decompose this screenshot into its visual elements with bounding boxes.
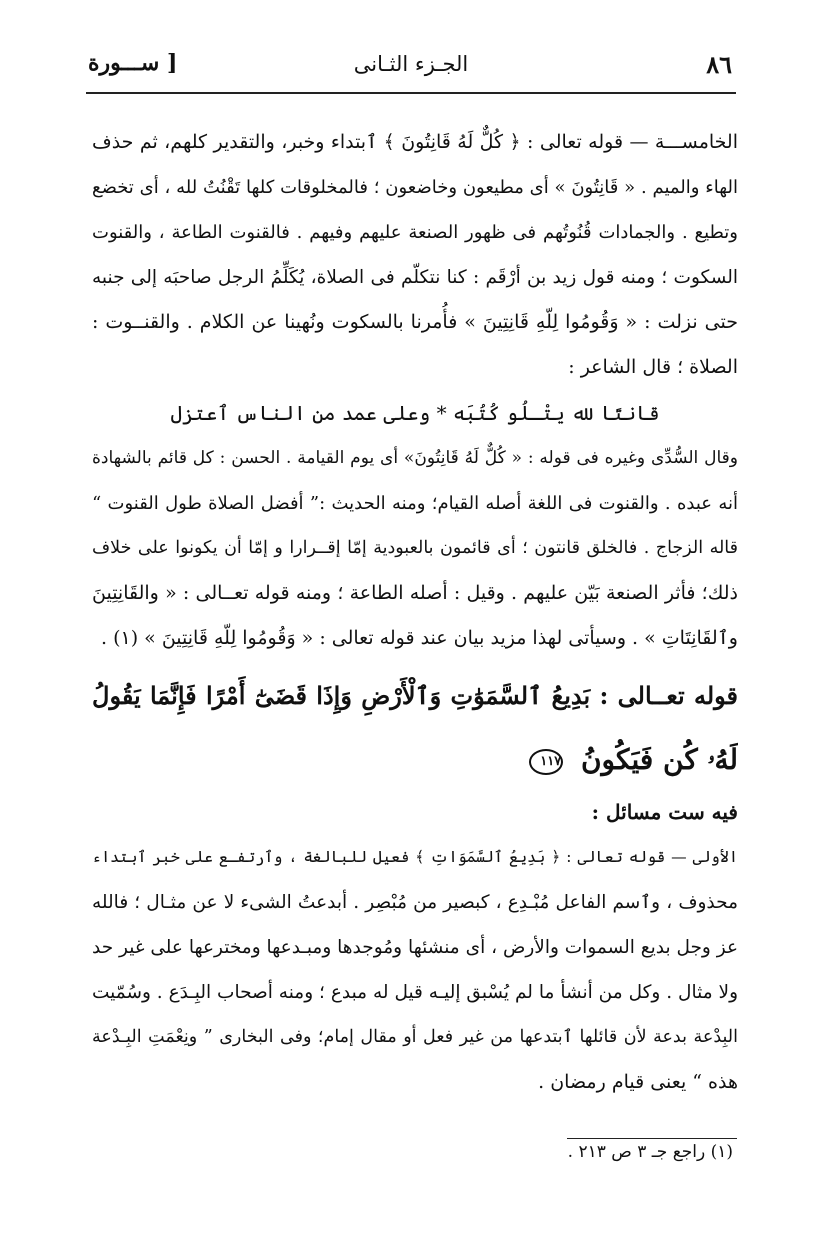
section-subheading: فيه ست مسائل : bbox=[591, 800, 738, 824]
quran-verse-line bbox=[92, 731, 738, 789]
text-line: هذه “ يعنى قيام رمضان . bbox=[538, 1071, 738, 1093]
text-line: محذوف ، وٱسم الفاعل مُبْـدِع ، كبصير من مُبْصِر . أبدعتُ الشىء لا عن مثـال ؛ فالله bbox=[92, 892, 738, 913]
ayah-number-marker: ١١٧ bbox=[529, 749, 563, 775]
footnote-rule bbox=[567, 1138, 737, 1139]
text-line: حتى نزلت : « وَقُومُوا لِلّهِ قَانِتِينَ » فأُمرنا بالسكوت ونُهينا عن الكلام . والقنــوت : bbox=[92, 311, 738, 333]
running-head: الجـزء الثـانى bbox=[353, 52, 469, 76]
text-line: قاله الزجاج . فالخلق قانتون ؛ أى قائمون بالعبودية إمّا إقــرارا و إمّا أن يكونوا على خلاف bbox=[92, 538, 738, 558]
quran-verse-text: لَهُۥ كُن فَيَكُونُ bbox=[580, 743, 738, 776]
surah-label: [ ســـورة bbox=[88, 50, 178, 76]
text-line: الهاء والميم . « قَانِتُونَ » أى مطيعون وخاضعون ؛ فالمخلوقات كلها تَقْنُتُ لله ، أى تخضع bbox=[92, 177, 738, 198]
text-line: وتطيع . والجمادات قُنُوتُهم فى ظهور الصنعة عليهم وفيهم . فالقنوت الطاعة ، والقنوت bbox=[92, 222, 738, 243]
text-line: عز وجل بديع السموات والأرض ، أى منشئها ومُوجدها ومبـدعها ومخترعها على غير حد bbox=[92, 937, 738, 958]
text-line: الصلاة ؛ قال الشاعر : bbox=[568, 356, 738, 378]
poem-verse: قانتًا لله يتْـلُو كُتُبَه * وعلى عمد من الناس ٱعتزل bbox=[170, 401, 660, 425]
text-line: وٱلقَانِتَاتِ » . وسيأتى لهذا مزيد بيان عند قوله تعالى : « وَقُومُوا لِلّهِ قَانِتِينَ » (١) . bbox=[101, 627, 738, 649]
header-rule bbox=[86, 92, 736, 94]
text-line: الخامســـة — قوله تعالى : ﴿ كُلٌّ لَهُ قَانِتُونَ ﴾ ٱبتداء وخبر، والتقدير كلهم، ثم حذف bbox=[92, 131, 738, 153]
text-line: وقال السُّدِّى وغيره فى قوله : « كُلٌّ لَهُ قَانِتُونَ» أى يوم القيامة . الحسن : كل قائم بالشهادة bbox=[92, 448, 738, 468]
page-header bbox=[86, 50, 736, 94]
text-line: السكوت ؛ ومنه قول زيد بن أرْقَم : كنا نتكلّم فى الصلاة، يُكَلِّمُ الرجل صاحبَه إلى جنبه bbox=[92, 267, 738, 288]
quran-verse-line: قوله تعــالى : بَدِيعُ ٱلسَّمَوَٰتِ وَٱلْأَرْضِ وَإِذَا قَضَىٰٓ أَمْرًا فَإِنَّمَا يَقُولُ bbox=[92, 681, 738, 710]
page-number: ٨٦ bbox=[706, 50, 732, 79]
text-line: البِدْعة بدعة لأن قائلها ٱبتدعها من غير فعل أو مقال إمام؛ وفى البخارى ” ونِعْمَتِ البِـدْعة bbox=[92, 1027, 738, 1047]
footnote: (١) راجع جـ ٣ ص ٢١٣ . bbox=[567, 1142, 733, 1162]
text-line: أنه عبده . والقنوت فى اللغة أصله القيام؛ ومنه الحديث :” أفضل الصلاة طول القنوت “ bbox=[92, 493, 738, 514]
text-line: ولا مثال . وكل من أنشأ ما لم يُسْبق إليـه قيل له مبدع ؛ ومنه أصحاب البِـدَع . وسُمّيت bbox=[92, 982, 738, 1003]
page-body bbox=[92, 120, 738, 1105]
text-line: الأولى — قوله تعالى : ﴿ بَدِيعُ ٱلسَّمَوَاتِ ﴾ فعيل للبالغة ، وٱرتفـع على خبر ٱبتداء bbox=[92, 848, 738, 866]
text-line: ذلك؛ فأثر الصنعة بَيّن عليهم . وقيل : أصله الطاعة ؛ ومنه قوله تعــالى : « والقَانِتِينَ bbox=[92, 582, 738, 604]
